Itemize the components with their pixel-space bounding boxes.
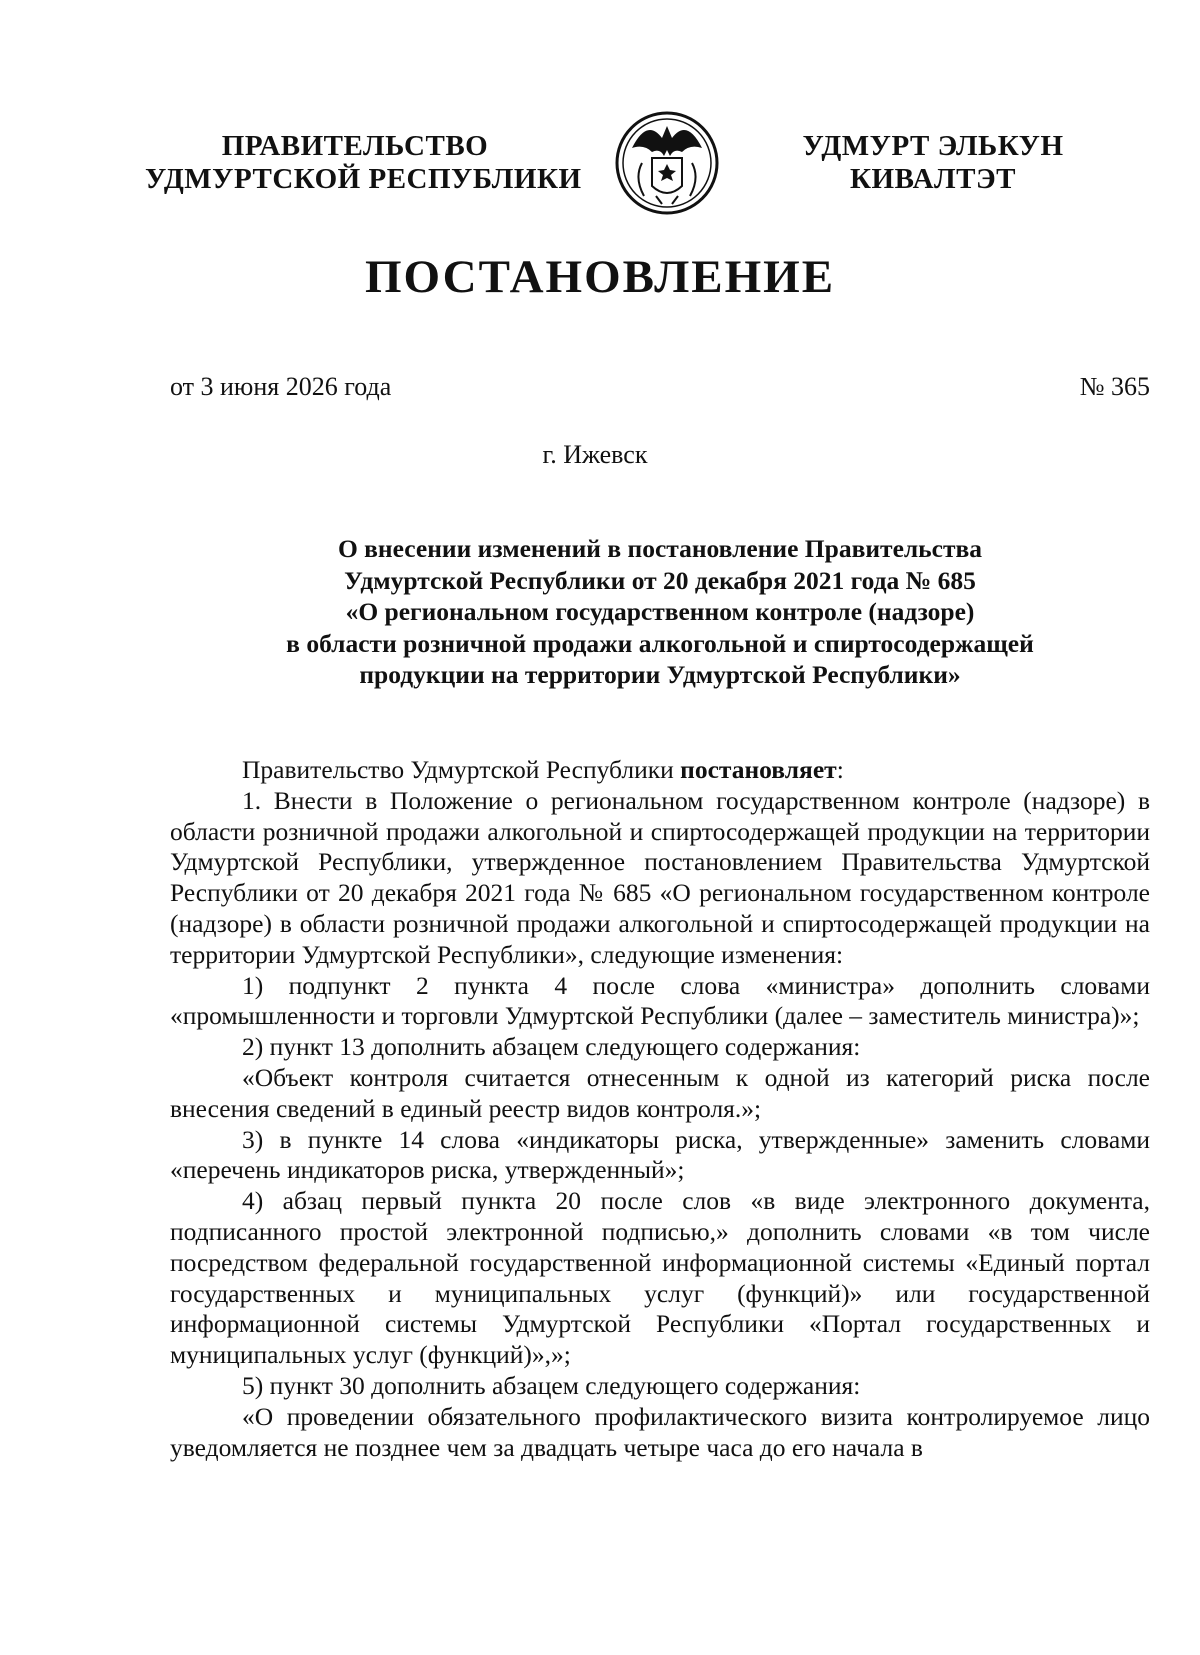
title-line-5: продукции на территории Удмуртской Республики» xyxy=(359,660,961,689)
title-line-3: «О региональном государственном контроле (надзоре) xyxy=(345,597,975,626)
paragraph-2: 1) подпункт 2 пункта 4 после слова «министра» дополнить словами «промышленности и торговли Удмуртской Республики (далее – заместитель министра)»; xyxy=(170,970,1150,1031)
document-type-heading xyxy=(0,250,1200,304)
org-name-russian xyxy=(145,130,582,196)
document-body xyxy=(170,755,1150,1463)
intro-suffix: : xyxy=(836,755,844,784)
document-title xyxy=(160,533,1160,691)
title-line-1: О внесении изменений в постановление Правительства xyxy=(337,534,983,563)
org-name-udmurt-line2: КИВАЛТЭТ xyxy=(849,163,1016,195)
paragraph-3: 2) пункт 13 дополнить абзацем следующего содержания: xyxy=(242,1032,861,1062)
intro-prefix: Правительство Удмуртской Республики xyxy=(242,755,681,784)
org-name-udmurt xyxy=(768,130,1098,196)
org-name-russian-line1: ПРАВИТЕЛЬСТВО xyxy=(221,130,489,162)
document-city: г. Ижевск xyxy=(542,440,648,469)
coat-of-arms-icon xyxy=(612,108,722,218)
paragraph-8: «О проведении обязательного профилактического визита контролируемое лицо уведомляется не позднее чем за двадцать четыре часа до его начала в xyxy=(170,1401,1150,1462)
intro-paragraph xyxy=(170,755,1150,786)
org-name-udmurt-line1: УДМУРТ ЭЛЬКУН xyxy=(802,130,1064,162)
title-line-2: Удмуртской Республики от 20 декабря 2021 года № 685 xyxy=(344,565,976,595)
paragraph-5: 3) в пункте 14 слова «индикаторы риска, утвержденные» заменить словами «перечень индикаторов риска, утвержденный»; xyxy=(170,1124,1150,1185)
paragraph-7: 5) пункт 30 дополнить абзацем следующего содержания: xyxy=(242,1370,861,1400)
org-name-russian-line2: УДМУРТСКОЙ РЕСПУБЛИКИ xyxy=(145,163,582,195)
document-date: от 3 июня 2026 года xyxy=(170,372,392,401)
paragraph-4: «Объект контроля считается отнесенным к одной из категорий риска после внесения сведений в единый реестр видов контроля.»; xyxy=(170,1062,1150,1123)
paragraph-6: 4) абзац первый пункта 20 после слов «в виде электронного документа, подписанного простой электронной подписью,» дополнить словами «в том числе посредством федеральной государственной информационной системы «Единый портал государственных и муниципальных услуг (функций)» или государственной информационной системы Удмуртской Республики «Портал государственных и муниципальных услуг (функций)»,»; xyxy=(170,1186,1150,1370)
intro-bold-word: постановляет xyxy=(680,755,837,784)
document-number: № 365 xyxy=(1079,372,1150,401)
title-line-4: в области розничной продажи алкогольной и спиртосодержащей xyxy=(286,628,1034,658)
document-type-text: ПОСТАНОВЛЕНИЕ xyxy=(364,251,836,303)
paragraph-1: 1. Внести в Положение о региональном государственном контроле (надзоре) в области розничной продажи алкогольной и спиртосодержащей продукции на территории Удмуртской Республики, утвержденное постановлением Правительства Удмуртской Республики от 20 декабря 2021 года № 685 «О региональном государственном контроле (надзоре) в области розничной продажи алкогольной и спиртосодержащей продукции на территории Удмуртской Республики», следующие изменения: xyxy=(170,785,1150,969)
